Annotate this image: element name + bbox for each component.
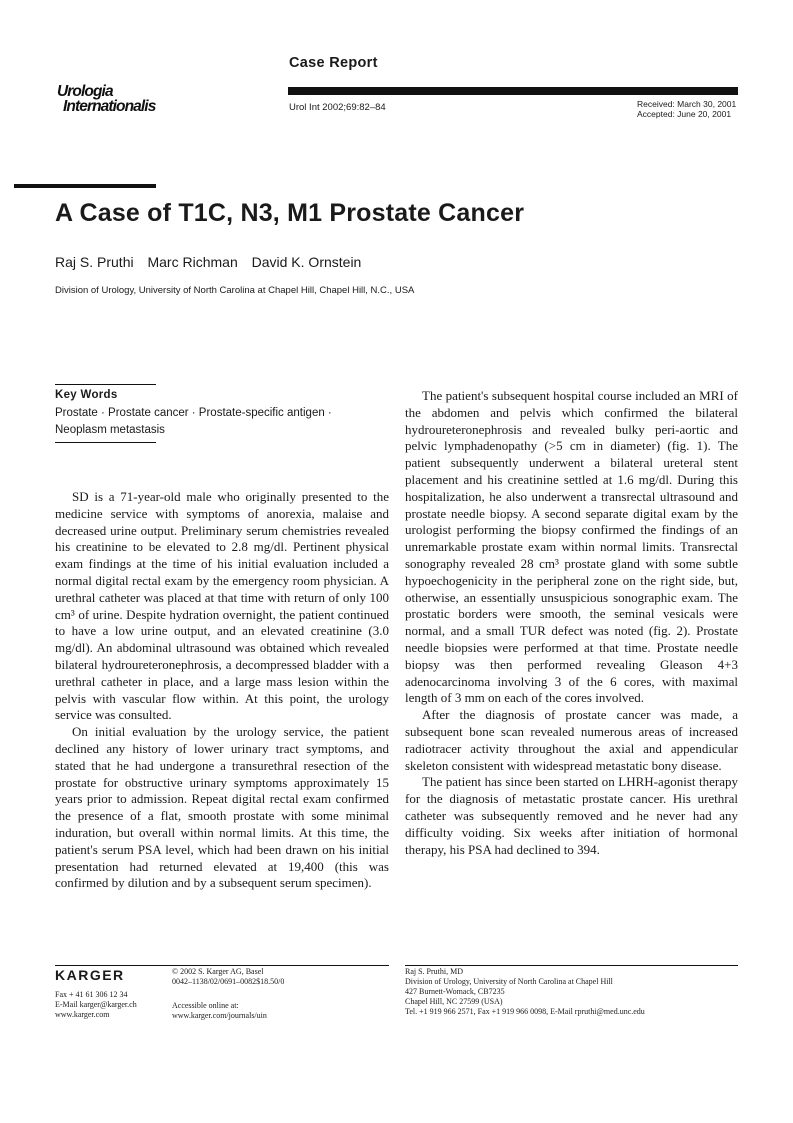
online-url[interactable]: www.karger.com/journals/uin bbox=[172, 1011, 267, 1020]
correspondence-address bbox=[405, 967, 645, 1017]
affiliation: Division of Urology, University of North Carolina at Chapel Hill, Chapel Hill, N.C., USA bbox=[55, 285, 415, 296]
body-column-right bbox=[405, 388, 738, 858]
citation: Urol Int 2002;69:82–84 bbox=[289, 102, 386, 113]
paragraph: After the diagnosis of prostate cancer was made, a subsequent bone scan revealed numerous areas of increased radiotracer activity throughout the axial and appendicular skeleton consistent with widespread metastatic bony disease. bbox=[405, 707, 738, 773]
section-label: Case Report bbox=[289, 55, 378, 71]
paragraph: The patient has since been started on LHRH-agonist therapy for the diagnosis of metastatic prostate cancer. His urethral catheter was subsequently removed and he never had any difficulty voiding. Six weeks after initiation of hormonal therapy, his PSA had declined to 394. bbox=[405, 774, 738, 857]
copyright: © 2002 S. Karger AG, Basel bbox=[172, 967, 264, 976]
header-rule bbox=[288, 87, 738, 95]
publisher-website[interactable]: www.karger.com bbox=[55, 1010, 110, 1019]
paragraph: The patient's subsequent hospital course included an MRI of the abdomen and pelvis which confirmed the bilateral hydroureteronephrosis and revealed bulky peri-aortic and pelvic lymphadenopathy (>5 cm in diameter) (fig. 1). The patient subsequently underwent a bilateral ureteral stent placement and his creatinine settled at 1.6 mg/dl. During this hospitalization, he also underwent a transrectal ultrasound and prostate needle biopsy. A second separate digital exam by the urologist performing the biopsy confirmed the findings of an unremarkable prostate exam within normal limits. Transrectal sonography revealed 28 cm³ prostate gland with some subtle hypoechogenicity in the peripheral zone on the right side, but, otherwise, an essentially unsuspicious sonographic exam. The prostatic borders were smooth, the seminal vesicals were normal, and a small TUR defect was noted (fig. 2). Prostate needle biopsies were performed at that time. Prostate needle biopsy was then performed revealing Gleason 4+3 adenocarcinoma involving 3 of the 6 cores, with maximal length of 3 mm on each of the cores involved. bbox=[405, 388, 738, 706]
issn: 0042–1138/02/0691–0082$18.50/0 bbox=[172, 977, 285, 986]
article-dates bbox=[637, 99, 736, 119]
correspondence-line: Division of Urology, University of North Carolina at Chapel Hill bbox=[405, 977, 613, 986]
article-title: A Case of T1C, N3, M1 Prostate Cancer bbox=[55, 199, 525, 227]
accepted-date: Accepted: June 20, 2001 bbox=[637, 109, 732, 119]
paragraph: SD is a 71-year-old male who originally presented to the medicine service with symptoms of anorexia, malaise and decreased urine output. Preliminary serum chemistries revealed his creatinine to be elevated to 2.8 mg/dl. Pertinent physical exam findings at the time of his initial evaluation included a normal digital rectal exam by the emergency room physician. A urethral catheter was placed at that time with return of only 100 cm³ of urine. Despite hydration overnight, the patient continued to have a low urine output, and an elevated creatinine (3.0 mg/dl). An abdominal ultrasound was obtained which revealed bilateral hydroureteronephrosis, a decompressed bladder with a urethral catheter in place, and a large mass lesion within the pelvis with vascular flow within. At this point, the urology service was consulted. bbox=[55, 489, 389, 723]
copyright-block bbox=[172, 967, 284, 987]
key-words-top-rule bbox=[55, 384, 156, 385]
correspondence-line: 427 Burnett-Womack, CB7235 bbox=[405, 987, 505, 996]
footer-rule-right bbox=[405, 965, 738, 966]
footer-rule-left bbox=[55, 965, 389, 966]
body-column-left bbox=[55, 489, 389, 892]
publisher-contact bbox=[55, 990, 137, 1020]
correspondence-name: Raj S. Pruthi, MD bbox=[405, 967, 464, 976]
author-list bbox=[55, 254, 371, 270]
journal-name-line2: Internationalis bbox=[63, 98, 156, 115]
author-name: David K. Ornstein bbox=[251, 254, 362, 270]
correspondence-line: Chapel Hill, NC 27599 (USA) bbox=[405, 997, 503, 1006]
publisher-logo: KARGER bbox=[55, 967, 125, 983]
author-name: Raj S. Pruthi bbox=[55, 254, 134, 270]
correspondence-contact: Tel. +1 919 966 2571, Fax +1 919 966 0098, E-Mail rpruthi@med.unc.edu bbox=[405, 1007, 645, 1016]
journal-name-line1: Urologia bbox=[57, 83, 113, 100]
title-rule bbox=[14, 184, 156, 188]
publisher-fax: Fax + 41 61 306 12 34 bbox=[55, 990, 128, 999]
publisher-email[interactable]: E-Mail karger@karger.ch bbox=[55, 1000, 137, 1009]
author-name: Marc Richman bbox=[147, 254, 238, 270]
received-date: Received: March 30, 2001 bbox=[637, 99, 737, 109]
online-access bbox=[172, 1001, 267, 1021]
key-words-text: Prostate · Prostate cancer · Prostate-specific antigen · Neoplasm metastasis bbox=[55, 407, 332, 436]
journal-logo bbox=[57, 84, 177, 114]
key-words-heading: Key Words bbox=[55, 389, 118, 401]
key-words-bottom-rule bbox=[55, 442, 156, 443]
paragraph: On initial evaluation by the urology service, the patient declined any history of lower urinary tract symptoms, and stated that he had undergone a transurethral resection of the prostate for obstructive urinary symptoms approximately 15 years prior to admission. Repeat digital rectal exam confirmed the presence of a flat, smooth prostate with some minimal induration, but overall within normal limits. At this time, the patient's serum PSA level, which had been drawn on his initial presentation had returned elevated at 19,400 (this was confirmed by dilution and by a subsequent serum specimen). bbox=[55, 724, 389, 891]
online-label: Accessible online at: bbox=[172, 1001, 239, 1010]
